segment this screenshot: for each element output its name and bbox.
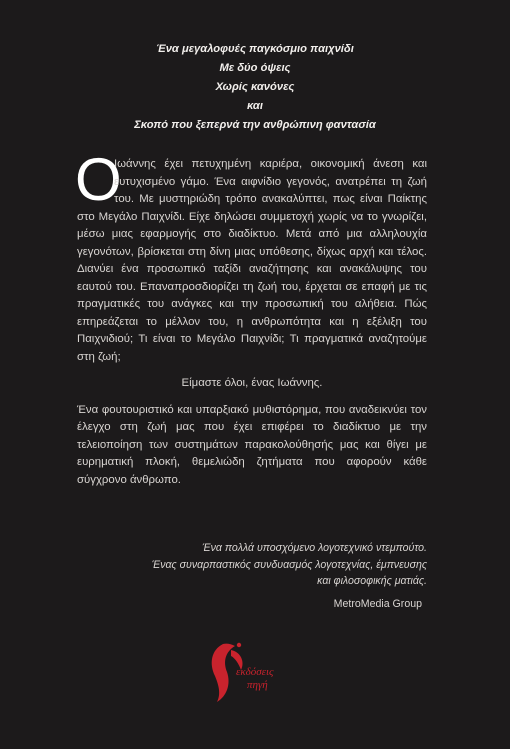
- tagline-line: Χωρίς κανόνες: [215, 81, 295, 93]
- drop-cap: Ο: [75, 146, 122, 213]
- blurb-paragraph-2: Ένα φουτουριστικό και υπαρξιακό μυθιστόρημα, που αναδεικνύει τον έλεγχο στη ζωή μας που έχει επιφέρει το διαδίκτυο με την τελειοποίηση των συστημάτων παρακολούθησής μας και θίγει με ευρηματική πλοκή, θεμελιώδη ζητήματα που αφορούν κάθε σύγχρονο άνθρωπο.: [77, 403, 427, 486]
- tagline-line: Με δύο όψεις: [219, 62, 291, 74]
- blurb-center-line: Είμαστε όλοι, ένας Ιωάννης.: [181, 377, 323, 389]
- publisher-logo: [201, 636, 311, 706]
- review-line: Ένας συναρπαστικός συνδυασμός λογοτεχνίας, έμπνευσης: [151, 558, 427, 571]
- tagline-line: και: [247, 100, 263, 112]
- tagline-line: Σκοπό που ξεπερνά την ανθρώπινη φαντασία: [134, 119, 376, 131]
- blurb-paragraph-1: [75, 146, 427, 366]
- review-line: και φιλοσοφικής ματιάς.: [317, 575, 427, 587]
- blurb: [75, 146, 427, 489]
- review-line: Ένα πολλά υποσχόμενο λογοτεχνικό ντεμπούτο.: [202, 542, 427, 554]
- publisher-name-line-2: πηγή: [247, 679, 268, 691]
- review-source: MetroMedia Group: [333, 598, 422, 610]
- blurb-paragraph-1-text: Ιωάννης έχει πετυχημένη καριέρα, οικονομική άνεση και ευτυχισμένο γάμο. Ένα αιφνίδιο γεγονός, ανατρέπει τη ζωή του. Με μυστηριώδη τρόπο ανακαλύπτει, πως είναι Παίκτης στο Μεγάλο Παιχνίδι. Είχε δηλώσει συμμετοχή χωρίς να το γνωρίζει, μέσω μιας εφαρμογής στο διαδίκτυο. Μετά από μια αλληλουχία γεγονότων, βρίσκεται στη δίνη μιας υπόθεσης, δίχως αρχή και τέλος. Διανύει ένα προσωπικό ταξίδι αναζήτησης και ανακάλυψης του εαυτού του. Επαναπροσδιορίζει τη ζωή του, έρχεται σε επαφή με τις πραγματικές του ανάγκες και την προσωπική του αλήθεια. Πώς επηρεάζεται το μέλλον του, η ανθρωπότητα και η εξέλιξη του Παιχνιδιού; Τι είναι το Μεγάλο Παιχνίδι; Τι πραγματικά αναζητούμε στη ζωή;: [77, 158, 427, 363]
- tagline: [0, 40, 510, 135]
- tagline-line: Ένα μεγαλοφυές παγκόσμιο παιχνίδι: [156, 43, 354, 55]
- review-quote: [77, 540, 427, 590]
- publisher-name-line-1: εκδόσεις: [236, 666, 274, 678]
